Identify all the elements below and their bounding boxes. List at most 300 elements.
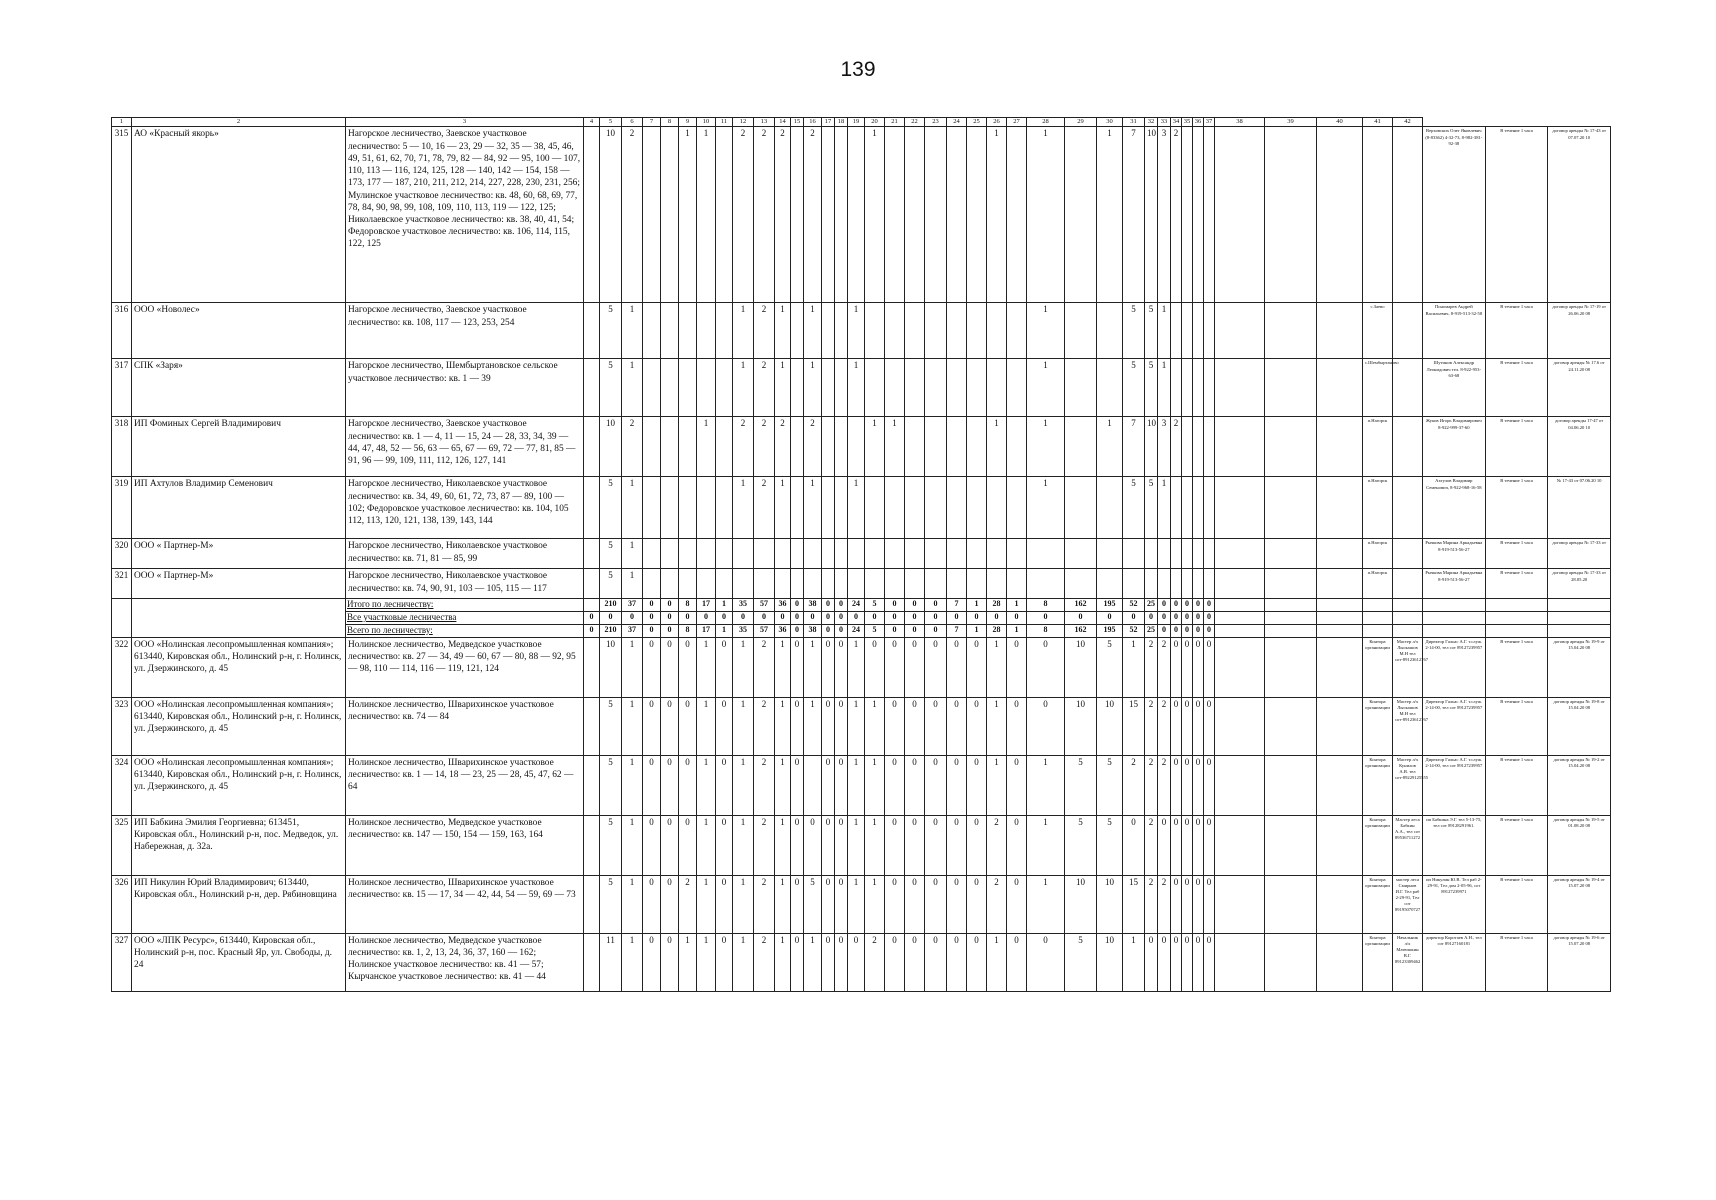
quantity-cell: 0 [925, 637, 947, 697]
total-value [1265, 624, 1317, 637]
quantity-cell [987, 569, 1007, 599]
forest-location: Нолинское лесничество, Шварихинское участковое лесничество: кв. 1 — 14, 18 — 23, 25 — 28, 45, 47, 62 — 64 [346, 755, 584, 815]
quantity-cell [661, 303, 679, 359]
director-contact: Директор Гальас А.Г. т.служ. 2-14-00, тел сот 89127239957 [1423, 637, 1486, 697]
quantity-cell [987, 303, 1007, 359]
quantity-cell [1265, 127, 1317, 303]
quantity-cell: 0 [967, 875, 987, 933]
blank-cell [1363, 599, 1393, 612]
quantity-cell [643, 417, 661, 477]
quantity-cell: 2 [754, 303, 775, 359]
forest-location: Нагорское лесничество, Заевское участковое лесничество: 5 — 10, 16 — 23, 29 — 32, 35 — 38, 45, 46, 49, 51, 61, 62, 70, 71, 78, 79, 82 — 84, 92 — 95, 100 — 107, 110, 113 — 116, 124, 125, 128 — 140, 142 — 154, 158 — 173, 177 — 187, 210, 211, 212, 214, 227, 228, 230, 231, 256; Мулинское участковое лесничество: кв. 48, 60, 68, 69, 77, 78, 84, 90, 98, 99, 108, 109, 110, 113, 119 — 122, 125; Николаевское участковое лесничество: кв. 38, 40, 41, 54; Федоровское участковое лесничество: кв. 106, 114, 115, 122, 125 [346, 127, 584, 303]
organization-name: ООО «ЛПК Ресурс», 613440, Кировская обл., Нолинский р-н, пос. Красный Яр, ул. Свободы, д. 24 [132, 933, 346, 991]
quantity-cell: 2 [754, 755, 775, 815]
table-row [112, 875, 1611, 933]
quantity-cell [679, 569, 697, 599]
forest-location: Нолинское лесничество, Шварихинское участковое лесничество: кв. 74 — 84 [346, 697, 584, 755]
total-value: 0 [885, 624, 905, 637]
quantity-cell [1265, 933, 1317, 991]
column-number-cell: 39 [1265, 118, 1317, 127]
organization-name: ООО « Партнер-М» [132, 539, 346, 569]
column-number-cell: 15 [791, 118, 804, 127]
quantity-cell: 0 [1027, 637, 1065, 697]
quantity-cell: 5 [600, 875, 622, 933]
quantity-cell [865, 359, 885, 417]
column-number-cell: 28 [1027, 118, 1065, 127]
quantity-cell [1182, 539, 1193, 569]
total-value: 0 [1027, 612, 1065, 625]
quantity-cell: 2 [804, 417, 822, 477]
quantity-cell [1123, 539, 1145, 569]
quantity-cell [1317, 637, 1363, 697]
total-value: 0 [643, 624, 661, 637]
quantity-cell: 2 [987, 815, 1007, 875]
quantity-cell: 0 [791, 875, 804, 933]
total-value: 0 [754, 612, 775, 625]
quantity-cell [1193, 303, 1204, 359]
quantity-cell [835, 303, 848, 359]
quantity-cell [1027, 539, 1065, 569]
quantity-cell: 0 [905, 755, 925, 815]
quantity-cell [967, 477, 987, 539]
quantity-cell [835, 477, 848, 539]
total-value: 0 [791, 599, 804, 612]
total-value: 0 [865, 612, 885, 625]
table-row [112, 815, 1611, 875]
quantity-cell: 5 [600, 359, 622, 417]
quantity-cell: 2 [622, 127, 643, 303]
total-value: 0 [661, 612, 679, 625]
total-value: 25 [1145, 599, 1158, 612]
quantity-cell [1215, 359, 1265, 417]
quantity-cell: 1 [622, 477, 643, 539]
quantity-cell: 1 [1027, 359, 1065, 417]
column-number-cell: 41 [1363, 118, 1393, 127]
column-number-cell: 6 [622, 118, 643, 127]
quantity-cell: 0 [925, 697, 947, 755]
response-time: В течение 1 часа [1485, 875, 1548, 933]
total-value: 0 [835, 599, 848, 612]
quantity-cell: 0 [905, 933, 925, 991]
total-value: 0 [925, 624, 947, 637]
column-number-cell: 19 [848, 118, 865, 127]
total-value: 0 [791, 624, 804, 637]
quantity-cell [967, 569, 987, 599]
quantity-cell [1193, 359, 1204, 417]
quantity-cell [804, 539, 822, 569]
quantity-cell: 1 [733, 697, 754, 755]
base-location: с.Шембыртаново [1363, 359, 1393, 417]
quantity-cell [716, 569, 733, 599]
quantity-cell [925, 127, 947, 303]
forest-location: Нолинское лесничество, Медведское участковое лесничество: кв. 27 — 34, 49 — 60, 67 — 80, 88 — 92, 95 — 98, 110 — 114, 116 — 119, 121, 124 [346, 637, 584, 697]
quantity-cell: 0 [1027, 933, 1065, 991]
forest-location: Нагорское лесничество, Заевское участковое лесничество: кв. 108, 117 — 123, 253, 254 [346, 303, 584, 359]
quantity-cell [679, 539, 697, 569]
quantity-cell: 1 [848, 359, 865, 417]
quantity-cell [1215, 697, 1265, 755]
quantity-cell [1182, 303, 1193, 359]
quantity-cell: 0 [716, 697, 733, 755]
quantity-cell: 2 [754, 875, 775, 933]
quantity-cell: 5 [1065, 755, 1097, 815]
quantity-cell: 2 [1145, 815, 1158, 875]
quantity-cell: 0 [661, 637, 679, 697]
quantity-cell: 1 [1027, 303, 1065, 359]
lease-agreement: договор аренды 17-47 от 04.06.20 10 [1548, 417, 1611, 477]
quantity-cell: 1 [775, 303, 791, 359]
quantity-cell [925, 569, 947, 599]
total-value: 0 [848, 612, 865, 625]
quantity-cell [1204, 359, 1215, 417]
column-number-cell: 31 [1123, 118, 1145, 127]
quantity-cell [835, 417, 848, 477]
lease-agreement: договор аренды № 17-33 от [1548, 539, 1611, 569]
quantity-cell [584, 539, 600, 569]
quantity-cell [885, 477, 905, 539]
table-row [112, 127, 1611, 303]
lease-agreement: договор аренды № 17-33 от 28.05.20 [1548, 569, 1611, 599]
quantity-cell [1317, 539, 1363, 569]
total-value: 0 [925, 599, 947, 612]
column-number-cell: 12 [733, 118, 754, 127]
base-location: Контора организации [1363, 637, 1393, 697]
quantity-cell [661, 127, 679, 303]
column-number-cell: 38 [1215, 118, 1265, 127]
quantity-cell: 2 [1145, 875, 1158, 933]
quantity-cell: 5 [600, 477, 622, 539]
quantity-cell: 0 [835, 637, 848, 697]
quantity-cell: 1 [1158, 303, 1171, 359]
quantity-cell: 1 [1158, 477, 1171, 539]
quantity-cell: 1 [622, 875, 643, 933]
quantity-cell: 0 [716, 755, 733, 815]
quantity-cell: 0 [835, 697, 848, 755]
quantity-cell [733, 569, 754, 599]
quantity-cell: 0 [905, 697, 925, 755]
quantity-cell [775, 539, 791, 569]
quantity-cell [1215, 875, 1265, 933]
base-location: п.Нагорск [1363, 477, 1393, 539]
director-contact: Ахтулов Владимир Семенович, 8-922-968-16-58 [1423, 477, 1486, 539]
quantity-cell: 5 [1145, 477, 1158, 539]
quantity-cell: 0 [1158, 815, 1171, 875]
quantity-cell: 0 [967, 637, 987, 697]
quantity-cell: 1 [848, 303, 865, 359]
quantity-cell: 1 [1027, 477, 1065, 539]
quantity-cell [643, 127, 661, 303]
quantity-cell [947, 417, 967, 477]
response-time: В течение 1 часа [1485, 417, 1548, 477]
quantity-cell [791, 127, 804, 303]
quantity-cell: 1 [987, 755, 1007, 815]
quantity-cell: 0 [947, 637, 967, 697]
quantity-cell [643, 303, 661, 359]
responsible-person: Начальник л/х Матюшкин В.Г. 89123309462 [1393, 933, 1423, 991]
quantity-cell [1182, 127, 1193, 303]
quantity-cell [1145, 539, 1158, 569]
table-row [112, 933, 1611, 991]
column-number-cell: 35 [1182, 118, 1193, 127]
quantity-cell [697, 569, 716, 599]
quantity-cell [848, 569, 865, 599]
table-row [112, 303, 1611, 359]
quantity-cell: 0 [716, 933, 733, 991]
quantity-cell: 0 [1007, 933, 1027, 991]
quantity-cell: 0 [1193, 815, 1204, 875]
quantity-cell [584, 755, 600, 815]
quantity-cell [1182, 359, 1193, 417]
quantity-cell: 0 [1182, 933, 1193, 991]
quantity-cell: 0 [885, 697, 905, 755]
response-time: В течение 1 часа [1485, 815, 1548, 875]
row-number: 321 [112, 569, 132, 599]
quantity-cell [1265, 875, 1317, 933]
quantity-cell [925, 539, 947, 569]
total-value: 35 [733, 599, 754, 612]
quantity-cell: 0 [1193, 875, 1204, 933]
totals-row [112, 599, 1611, 612]
total-value: 0 [925, 612, 947, 625]
quantity-cell: 1 [1097, 417, 1123, 477]
total-value: 0 [1193, 599, 1204, 612]
quantity-cell [643, 539, 661, 569]
quantity-cell: 2 [754, 477, 775, 539]
total-value: 0 [1097, 612, 1123, 625]
quantity-cell [1158, 539, 1171, 569]
quantity-cell [885, 569, 905, 599]
quantity-cell [804, 755, 822, 815]
total-value: 0 [643, 612, 661, 625]
quantity-cell [791, 477, 804, 539]
table-row [112, 417, 1611, 477]
quantity-cell: 0 [885, 815, 905, 875]
quantity-cell [987, 477, 1007, 539]
quantity-cell: 1 [733, 359, 754, 417]
quantity-cell [1097, 569, 1123, 599]
quantity-cell [1171, 477, 1182, 539]
blank-cell [1423, 599, 1486, 612]
quantity-cell [885, 539, 905, 569]
quantity-cell: 0 [925, 755, 947, 815]
quantity-cell [679, 477, 697, 539]
total-value [1215, 624, 1265, 637]
total-value: 7 [947, 599, 967, 612]
total-value: 0 [1182, 599, 1193, 612]
forest-location: Нолинское лесничество, Шварихинское участковое лесничество: кв. 15 — 17, 34 — 42, 44, 54 — 59, 69 — 73 [346, 875, 584, 933]
quantity-cell: 1 [885, 417, 905, 477]
director-contact: директор Коротаев А.Н., тел сот 89127160181 [1423, 933, 1486, 991]
total-value: 0 [804, 612, 822, 625]
total-value: 0 [1204, 624, 1215, 637]
quantity-cell: 0 [716, 815, 733, 875]
quantity-cell [584, 875, 600, 933]
quantity-cell [733, 539, 754, 569]
row-number: 320 [112, 539, 132, 569]
total-value: 162 [1065, 599, 1097, 612]
quantity-cell: 11 [600, 933, 622, 991]
quantity-cell: 0 [679, 637, 697, 697]
total-value: 5 [865, 624, 885, 637]
director-contact: ип Бабкина Э.Г. тел 5-13-75, тел сот 89128291961. [1423, 815, 1486, 875]
quantity-cell: 0 [885, 637, 905, 697]
totals-label: Итого по лесничеству: [346, 599, 584, 612]
total-value: 0 [679, 612, 697, 625]
quantity-cell [905, 359, 925, 417]
quantity-cell: 1 [1027, 815, 1065, 875]
quantity-cell [1215, 127, 1265, 303]
quantity-cell [848, 127, 865, 303]
quantity-cell [697, 539, 716, 569]
quantity-cell [1215, 417, 1265, 477]
quantity-cell: 10 [600, 127, 622, 303]
quantity-cell [791, 417, 804, 477]
quantity-cell: 1 [622, 697, 643, 755]
quantity-cell [822, 539, 835, 569]
quantity-cell [643, 477, 661, 539]
quantity-cell: 0 [822, 755, 835, 815]
total-value: 0 [600, 612, 622, 625]
quantity-cell: 1 [804, 933, 822, 991]
quantity-cell: 5 [600, 755, 622, 815]
quantity-cell [716, 359, 733, 417]
quantity-cell [1215, 755, 1265, 815]
quantity-cell [947, 127, 967, 303]
quantity-cell: 5 [1097, 755, 1123, 815]
total-value: 35 [733, 624, 754, 637]
blank-cell [1423, 624, 1486, 637]
total-value: 1 [1007, 599, 1027, 612]
quantity-cell: 0 [1171, 697, 1182, 755]
quantity-cell [967, 127, 987, 303]
quantity-cell: 1 [697, 815, 716, 875]
table-row [112, 637, 1611, 697]
quantity-cell [1265, 359, 1317, 417]
total-value: 8 [1027, 624, 1065, 637]
quantity-cell: 0 [905, 637, 925, 697]
quantity-cell: 0 [925, 875, 947, 933]
quantity-cell: 1 [987, 127, 1007, 303]
quantity-cell: 0 [822, 697, 835, 755]
quantity-cell [1065, 539, 1097, 569]
quantity-cell [584, 303, 600, 359]
quantity-cell: 2 [754, 359, 775, 417]
quantity-cell: 0 [1182, 637, 1193, 697]
organization-name: ИП Ахтулов Владимир Семенович [132, 477, 346, 539]
quantity-cell: 1 [697, 127, 716, 303]
quantity-cell: 1 [1027, 417, 1065, 477]
quantity-cell [822, 417, 835, 477]
quantity-cell [865, 303, 885, 359]
quantity-cell [1215, 303, 1265, 359]
total-value: 0 [716, 612, 733, 625]
column-number-cell: 8 [661, 118, 679, 127]
lease-agreement: договор аренды № 19-5 от 01.08.20 08 [1548, 815, 1611, 875]
responsible-person [1393, 359, 1423, 417]
quantity-cell: 1 [733, 303, 754, 359]
quantity-cell [1007, 417, 1027, 477]
total-value [584, 599, 600, 612]
quantity-cell: 1 [733, 477, 754, 539]
director-contact: Директор Гальас А.Г. т.служ. 2-14-00, тел сот 89127239957 [1423, 755, 1486, 815]
row-number: 326 [112, 875, 132, 933]
quantity-cell [865, 539, 885, 569]
organization-name: ООО «Нолинская лесопромышленная компания»; 613440, Кировская обл., Нолинский р-н, г. Нолинск, ул. Дзержинского, д. 45 [132, 697, 346, 755]
organization-name: ИП Бабкина Эмилия Георгиевна; 613451, Кировская обл., Нолинский р-н, пос. Медведок, ул. Набережная, д. 32а. [132, 815, 346, 875]
response-time: В течение 1 часа [1485, 933, 1548, 991]
quantity-cell: 5 [600, 303, 622, 359]
total-value: 0 [905, 624, 925, 637]
totals-row [112, 612, 1611, 625]
column-number-cell: 27 [1007, 118, 1027, 127]
total-value: 1 [967, 599, 987, 612]
quantity-cell [1171, 359, 1182, 417]
quantity-cell [1097, 303, 1123, 359]
quantity-cell: 5 [1065, 933, 1097, 991]
quantity-cell: 1 [1158, 359, 1171, 417]
quantity-cell: 10 [1097, 697, 1123, 755]
lease-agreement: договор аренды № 17-19 от 26.06.20 08 [1548, 303, 1611, 359]
quantity-cell: 0 [1193, 637, 1204, 697]
quantity-cell: 0 [643, 755, 661, 815]
total-value: 0 [661, 624, 679, 637]
response-time: В течение 1 часа [1485, 755, 1548, 815]
quantity-cell [822, 477, 835, 539]
quantity-cell: 2 [733, 417, 754, 477]
quantity-cell: 1 [1027, 127, 1065, 303]
total-value: 7 [947, 624, 967, 637]
quantity-cell: 1 [1097, 127, 1123, 303]
quantity-cell: 0 [1171, 637, 1182, 697]
quantity-cell [661, 477, 679, 539]
quantity-cell [716, 539, 733, 569]
blank-cell [1393, 599, 1423, 612]
quantity-cell: 0 [679, 697, 697, 755]
page-number: 139 [840, 58, 876, 81]
blank-cell [132, 599, 346, 612]
quantity-cell: 0 [1182, 697, 1193, 755]
quantity-cell [679, 417, 697, 477]
quantity-cell [1007, 539, 1027, 569]
quantity-cell [1265, 815, 1317, 875]
quantity-cell [905, 127, 925, 303]
quantity-cell: 0 [1007, 875, 1027, 933]
quantity-cell [1215, 815, 1265, 875]
quantity-cell [1317, 359, 1363, 417]
quantity-cell: 7 [1123, 417, 1145, 477]
quantity-cell [716, 127, 733, 303]
quantity-cell [1182, 569, 1193, 599]
quantity-cell [987, 359, 1007, 417]
quantity-cell [947, 303, 967, 359]
quantity-cell [987, 539, 1007, 569]
quantity-cell: 10 [1145, 417, 1158, 477]
quantity-cell: 0 [679, 815, 697, 875]
quantity-cell [716, 303, 733, 359]
quantity-cell [584, 359, 600, 417]
base-location: Контора организации [1363, 815, 1393, 875]
quantity-cell [1265, 755, 1317, 815]
quantity-cell: 5 [1123, 477, 1145, 539]
total-value: 28 [987, 599, 1007, 612]
quantity-cell [1065, 477, 1097, 539]
quantity-cell: 1 [697, 637, 716, 697]
quantity-cell [967, 539, 987, 569]
blank-cell [112, 624, 132, 637]
quantity-cell [967, 359, 987, 417]
quantity-cell: 0 [661, 697, 679, 755]
total-value: 1 [1007, 624, 1027, 637]
